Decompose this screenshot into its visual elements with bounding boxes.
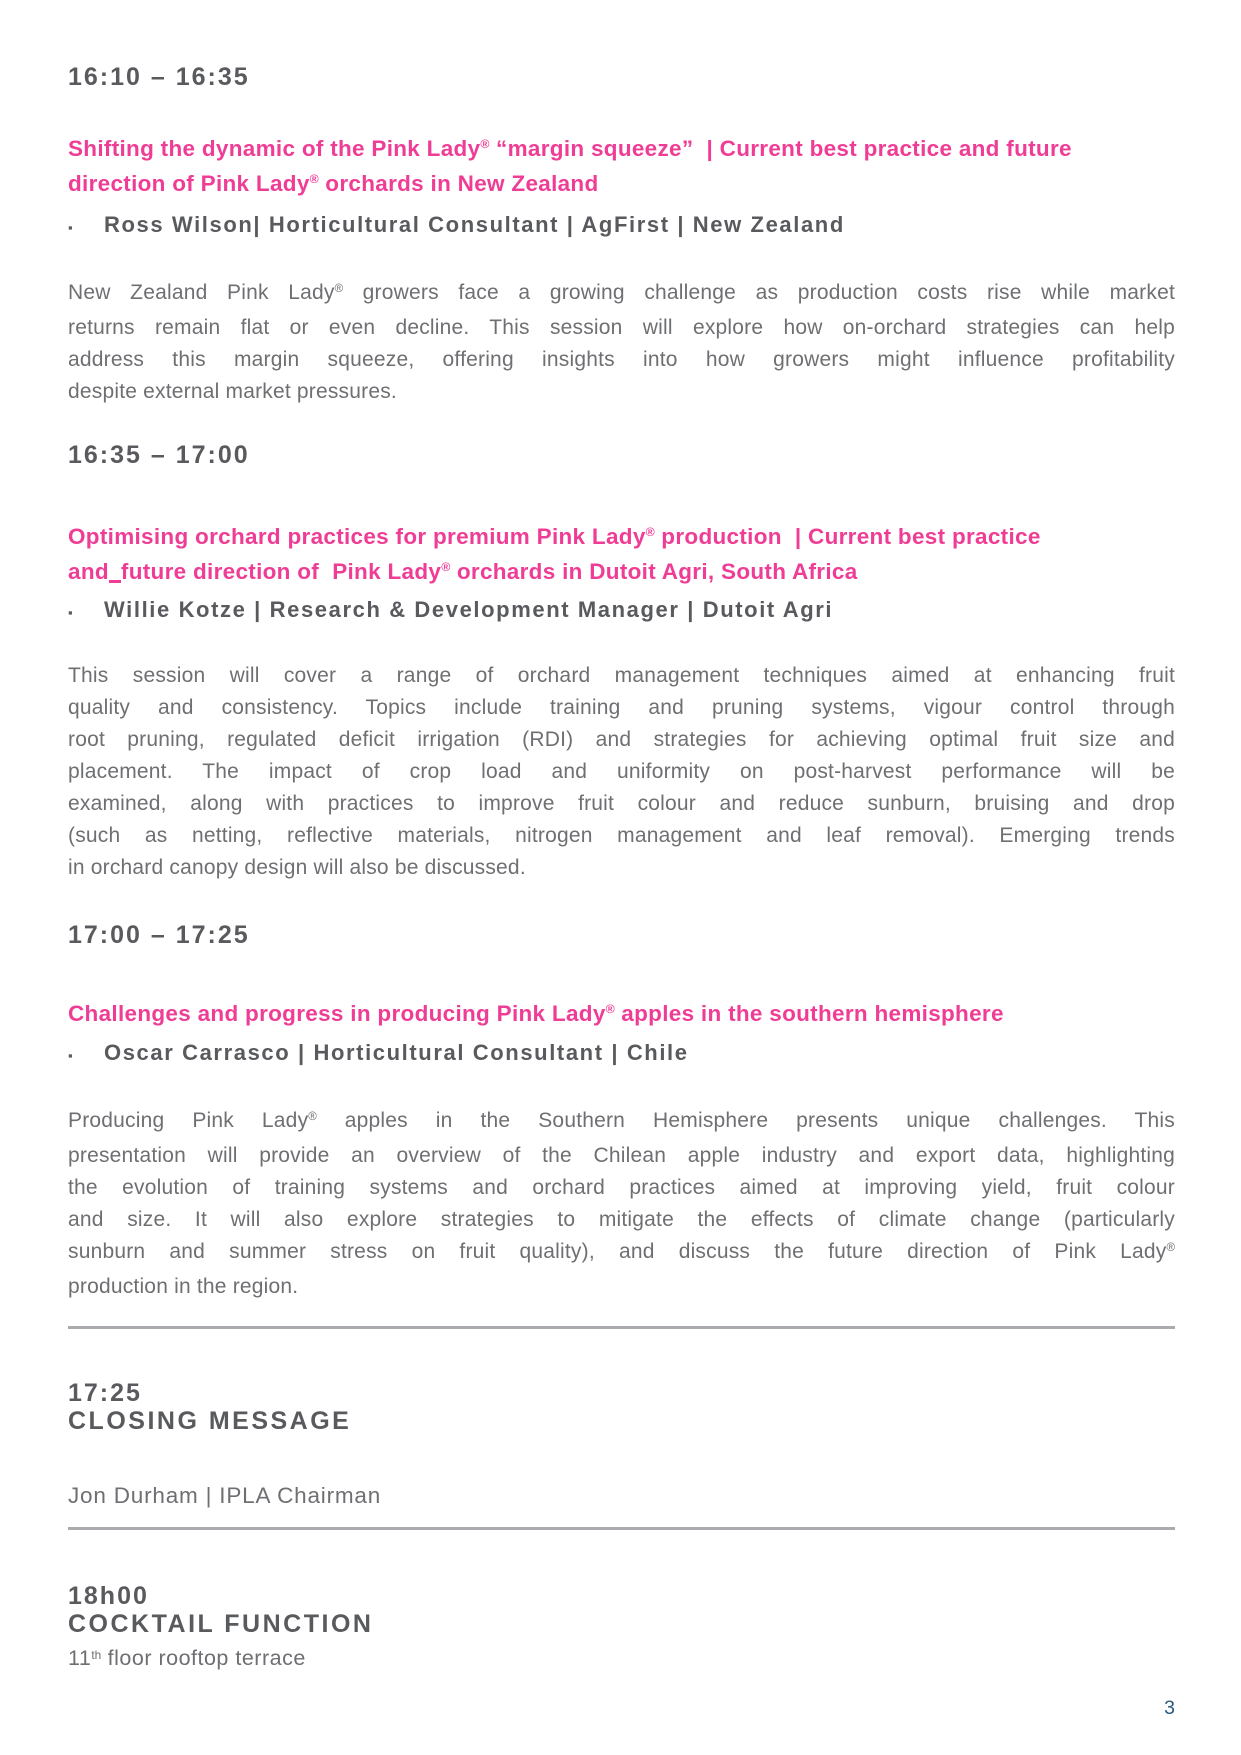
venue-ordinal-suffix: th	[91, 1647, 102, 1662]
bullet-square-icon: ▪	[68, 604, 73, 620]
title-text: and	[68, 558, 109, 584]
session-2-time: 16:35 – 17:00	[68, 440, 250, 469]
abstract-line: sunburn and summer stress on fruit quality), and discuss the future direction of Pink Lady®	[68, 1239, 1175, 1263]
abstract-line: and size. It will also explore strategies to mitigate the effects of climate change (particularly	[68, 1207, 1175, 1231]
abstract-line: Producing Pink Lady® apples in the Southern Hemisphere presents unique challenges. This	[68, 1108, 1175, 1132]
abstract-line: placement. The impact of crop load and uniformity on post-harvest performance will be	[68, 759, 1175, 783]
session-3-time: 17:00 – 17:25	[68, 920, 250, 949]
closing-heading: CLOSING MESSAGE	[68, 1406, 352, 1435]
session-title-line: Shifting the dynamic of the Pink Lady® “margin squeeze” | Current best practice and future	[68, 135, 1072, 161]
abstract-line: the evolution of training systems and orchard practices aimed at improving yield, fruit colour	[68, 1175, 1175, 1199]
session-2-speaker-row	[68, 597, 1175, 626]
page-number: 3	[1164, 1696, 1175, 1719]
session-2-title	[68, 521, 1175, 591]
session-3	[68, 921, 1175, 1303]
abstract-line: root pruning, regulated deficit irrigation (RDI) and strategies for achieving optimal fruit size and	[68, 727, 1175, 751]
closing-message-block	[68, 1379, 1175, 1509]
session-title-line: Optimising orchard practices for premium Pink Lady® production | Current best practice	[68, 523, 1041, 549]
bullet-square-icon: ▪	[68, 219, 73, 235]
session-1-title	[68, 133, 1175, 203]
abstract-line: (such as netting, reflective materials, nitrogen management and leaf removal). Emerging trends	[68, 823, 1175, 847]
cocktail-heading: COCKTAIL FUNCTION	[68, 1609, 374, 1638]
section-divider	[68, 1527, 1175, 1530]
session-2-abstract	[68, 660, 1175, 884]
cocktail-function-block	[68, 1582, 1175, 1674]
session-1-speaker-row	[68, 212, 1175, 241]
session-title-line	[68, 556, 1175, 591]
abstract-line: in orchard canopy design will also be discussed.	[68, 855, 526, 879]
abstract-line: production in the region.	[68, 1274, 299, 1298]
session-3-abstract	[68, 1105, 1175, 1303]
session-1-time: 16:10 – 16:35	[68, 62, 250, 91]
speaker-name: Oscar Carrasco | Horticultural Consultant | Chile	[104, 1039, 689, 1065]
abstract-line: returns remain flat or even decline. This session will explore how on-orchard strategies can help	[68, 315, 1175, 339]
title-text: future direction of Pink Lady® orchards in Dutoit Agri, South Africa	[120, 558, 858, 584]
session-1	[68, 63, 1175, 408]
closing-time: 17:25	[68, 1378, 142, 1407]
session-3-title	[68, 998, 1175, 1033]
closing-speaker: Jon Durham | IPLA Chairman	[68, 1482, 382, 1508]
session-title-line: direction of Pink Lady® orchards in New Zealand	[68, 170, 599, 196]
session-1-abstract	[68, 277, 1175, 408]
section-divider	[68, 1326, 1175, 1329]
speaker-name: Willie Kotze | Research & Development Manager | Dutoit Agri	[104, 596, 834, 622]
cocktail-time: 18h00	[68, 1581, 149, 1610]
abstract-line: examined, along with practices to improve fruit colour and reduce sunburn, bruising and drop	[68, 791, 1175, 815]
abstract-line: This session will cover a range of orchard management techniques aimed at enhancing fruit	[68, 663, 1175, 687]
abstract-line: New Zealand Pink Lady® growers face a growing challenge as production costs rise while market	[68, 280, 1175, 304]
abstract-line: quality and consistency. Topics include training and pruning systems, vigour control through	[68, 695, 1175, 719]
abstract-line: address this margin squeeze, offering insights into how growers might influence profitability	[68, 347, 1175, 371]
venue-number: 11	[68, 1645, 92, 1670]
session-3-speaker-row	[68, 1040, 1175, 1069]
session-title-line: Challenges and progress in producing Pink Lady® apples in the southern hemisphere	[68, 1000, 1004, 1026]
abstract-line: despite external market pressures.	[68, 379, 397, 403]
bullet-square-icon: ▪	[68, 1047, 73, 1063]
underline-mark	[109, 576, 121, 583]
session-2	[68, 441, 1175, 884]
venue-text: floor rooftop terrace	[101, 1645, 306, 1670]
cocktail-venue	[68, 1645, 1175, 1674]
speaker-name: Ross Wilson| Horticultural Consultant | AgFirst | New Zealand	[104, 211, 845, 237]
abstract-line: presentation will provide an overview of the Chilean apple industry and export data, highlighting	[68, 1143, 1175, 1167]
